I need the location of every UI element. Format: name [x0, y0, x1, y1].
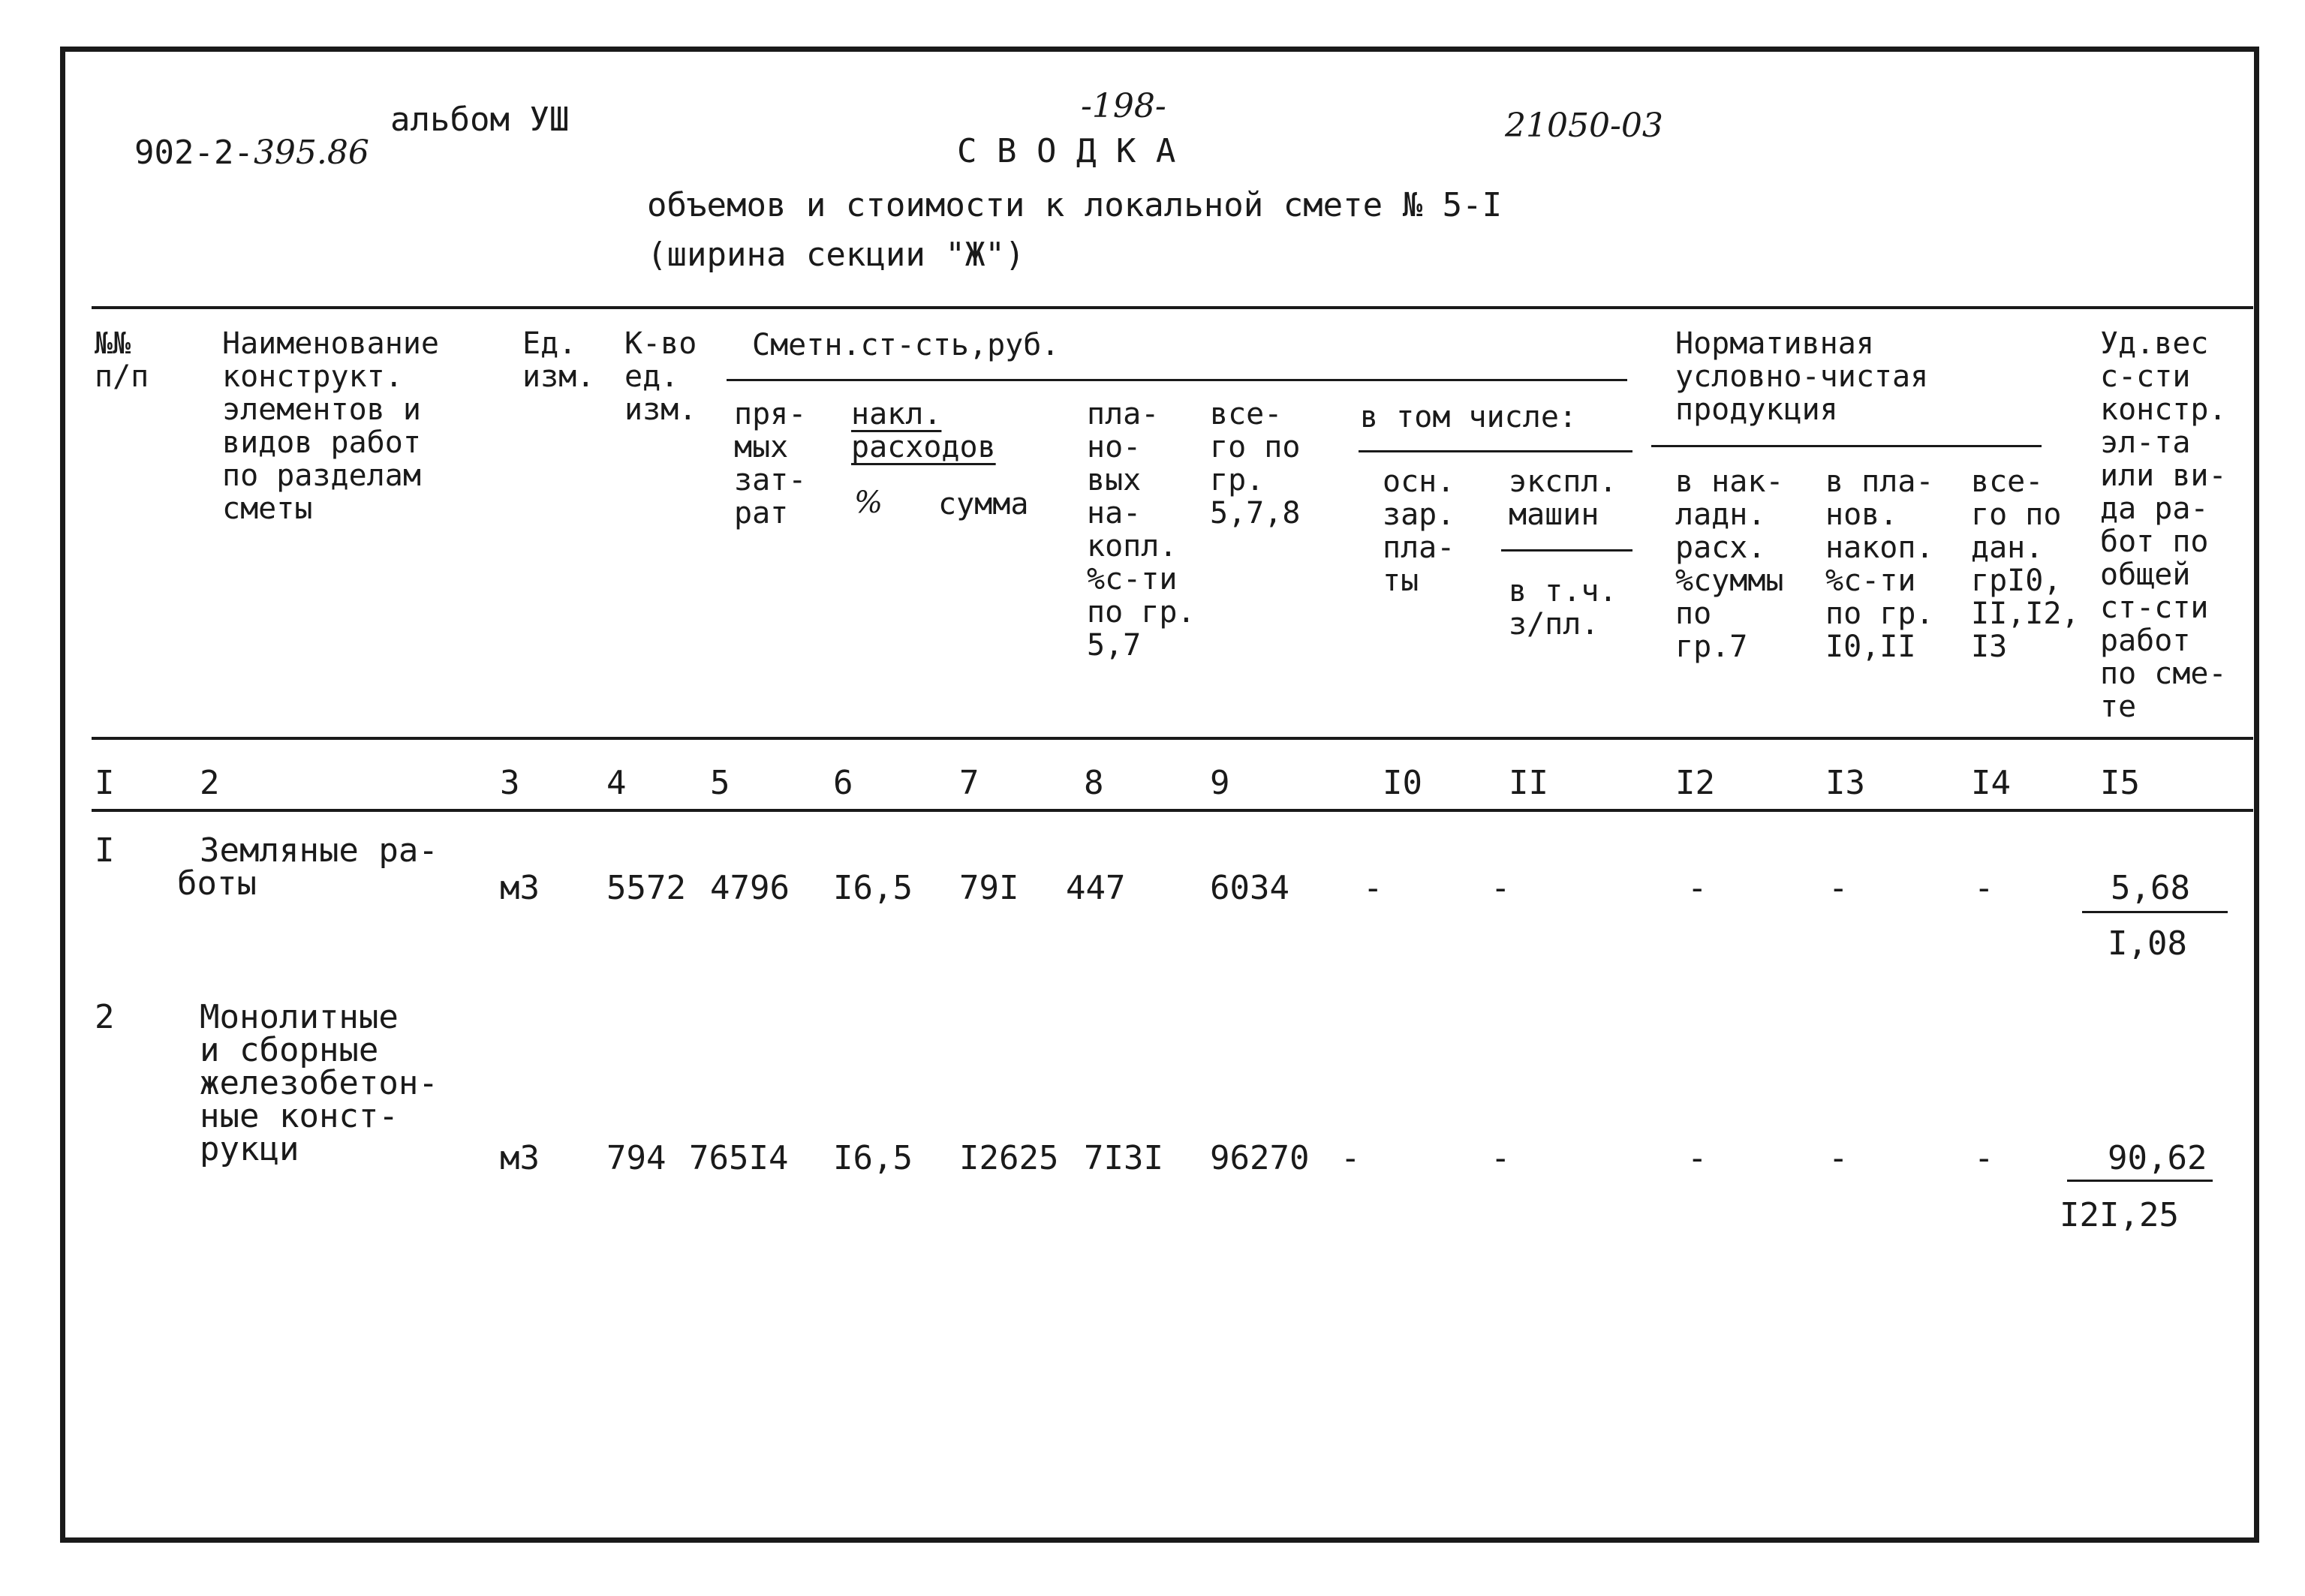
column-numbers-rule — [92, 809, 2253, 812]
including-group-rule — [1359, 450, 1632, 452]
col-header-nucp-planned: в пла- нов. накоп. %с-ти по гр. I0,II — [1825, 464, 1934, 664]
column-number-2: 2 — [200, 764, 220, 802]
col-group-including: в том числе: — [1360, 400, 1577, 434]
row-name: Монолитные и сборные железобетон- ные конст- рукци — [200, 998, 438, 1168]
row-share-bottom: I2I,25 — [2060, 1196, 2179, 1234]
col-header-number: №№ п/п — [95, 326, 149, 394]
column-number-6: 6 — [833, 764, 853, 802]
col-header-base-wages: осн. зар. пла- ты — [1383, 464, 1455, 598]
row-share-top: 5,68 — [2111, 869, 2190, 907]
row-total: 96270 — [1210, 1139, 1310, 1177]
col-header-share: Уд.вес с-сти констр. эл-та или ви- да ра- бот по общей ст-сти работ по сме- те — [2100, 326, 2227, 724]
col-header-name: Наименование конструкт. элементов и видов работ по разделам сметы — [222, 326, 439, 526]
col-header-planned-savings: пла- но- вых на- копл. %с-ти по гр. 5,7 — [1087, 397, 1196, 663]
row-name: Земляные ра- боты — [177, 831, 438, 903]
row-overhead-sum: 79I — [959, 869, 1019, 907]
row-nucp-overhead: - — [1687, 869, 1708, 907]
column-number-8: 8 — [1084, 764, 1104, 802]
column-number-3: 3 — [500, 764, 520, 802]
document-note: (ширина секции "Ж") — [647, 236, 1025, 274]
column-number-1: I — [95, 764, 115, 802]
column-number-5: 5 — [710, 764, 730, 802]
col-header-overhead-percent: % — [854, 485, 883, 520]
album-name: альбом УШ — [390, 101, 570, 139]
row-machines: - — [1491, 869, 1511, 907]
col-header-nucp-overhead: в нак- ладн. расх. %суммы по гр.7 — [1675, 464, 1784, 664]
row-number: 2 — [95, 998, 115, 1036]
header-bottom-rule — [92, 737, 2253, 740]
document-title: С В О Д К А — [957, 132, 1176, 170]
column-number-7: 7 — [959, 764, 979, 802]
album-code-prefix: 902-2- — [134, 134, 254, 172]
col-header-unit: Ед. изм. — [522, 326, 595, 394]
row-share-bottom: I,08 — [2108, 924, 2187, 963]
row-nucp-planned: - — [1828, 1139, 1849, 1177]
row-direct: 4796 — [710, 869, 790, 907]
row-number: I — [95, 831, 115, 870]
row-wages: - — [1363, 869, 1383, 907]
album-code-handwritten: 395.86 — [253, 134, 369, 172]
row-overhead-percent: I6,5 — [833, 1139, 913, 1177]
row-machines: - — [1491, 1139, 1511, 1177]
row-total: 6034 — [1210, 869, 1289, 907]
column-number-9: 9 — [1210, 764, 1230, 802]
column-number-10: I0 — [1383, 764, 1422, 802]
column-number-14: I4 — [1971, 764, 2011, 802]
row-qty: 794 — [606, 1139, 667, 1177]
row-planned: 7I3I — [1084, 1139, 1163, 1177]
row-nucp-total: - — [1974, 869, 1994, 907]
col-group-normative-product: Нормативная условно-чистая продукция — [1675, 326, 1929, 427]
col-group-machines: экспл. машин — [1509, 464, 1617, 532]
col-header-total: все- го по гр. 5,7,8 — [1210, 397, 1301, 530]
page-frame — [60, 47, 2259, 1543]
page-number: -198- — [1081, 87, 1166, 125]
column-number-13: I3 — [1825, 764, 1865, 802]
col-group-estimated-cost: Сметн.ст-сть,руб. — [752, 328, 1060, 362]
document-number: 21050-03 — [1505, 107, 1663, 145]
col-group-overhead: накл. расходов — [851, 397, 996, 464]
row-overhead-percent: I6,5 — [833, 869, 913, 907]
col-header-direct-costs: пря- мых зат- рат — [734, 397, 807, 530]
col-header-nucp-total: все- го по дан. грI0, II,I2, I3 — [1971, 464, 2080, 664]
row-nucp-total: - — [1974, 1139, 1994, 1177]
row-share-top: 90,62 — [2108, 1139, 2207, 1177]
col-header-machine-wages: в т.ч. з/пл. — [1509, 574, 1617, 642]
document-subtitle: объемов и стоимости к локальной смете № 5-I — [647, 186, 1503, 224]
row-overhead-sum: I2625 — [959, 1139, 1059, 1177]
row-direct: 765I4 — [689, 1139, 789, 1177]
row-unit: м3 — [500, 1139, 540, 1177]
album-code — [95, 104, 369, 170]
column-number-15: I5 — [2100, 764, 2140, 802]
row-unit: м3 — [500, 869, 540, 907]
row-wages: - — [1341, 1139, 1361, 1177]
share-fraction-line — [2067, 1180, 2213, 1182]
column-number-4: 4 — [606, 764, 627, 802]
row-nucp-overhead: - — [1687, 1139, 1708, 1177]
norm-group-rule — [1651, 445, 2042, 447]
col-header-qty: К-во ед. изм. — [624, 326, 697, 427]
row-planned: 447 — [1066, 869, 1126, 907]
row-nucp-planned: - — [1828, 869, 1849, 907]
machines-rule — [1501, 549, 1632, 552]
cost-group-rule — [727, 379, 1627, 381]
column-number-11: II — [1509, 764, 1548, 802]
row-qty: 5572 — [606, 869, 686, 907]
share-fraction-line — [2082, 911, 2228, 913]
col-header-overhead-sum: сумма — [938, 487, 1029, 521]
column-number-12: I2 — [1675, 764, 1715, 802]
table-top-rule — [92, 306, 2253, 309]
